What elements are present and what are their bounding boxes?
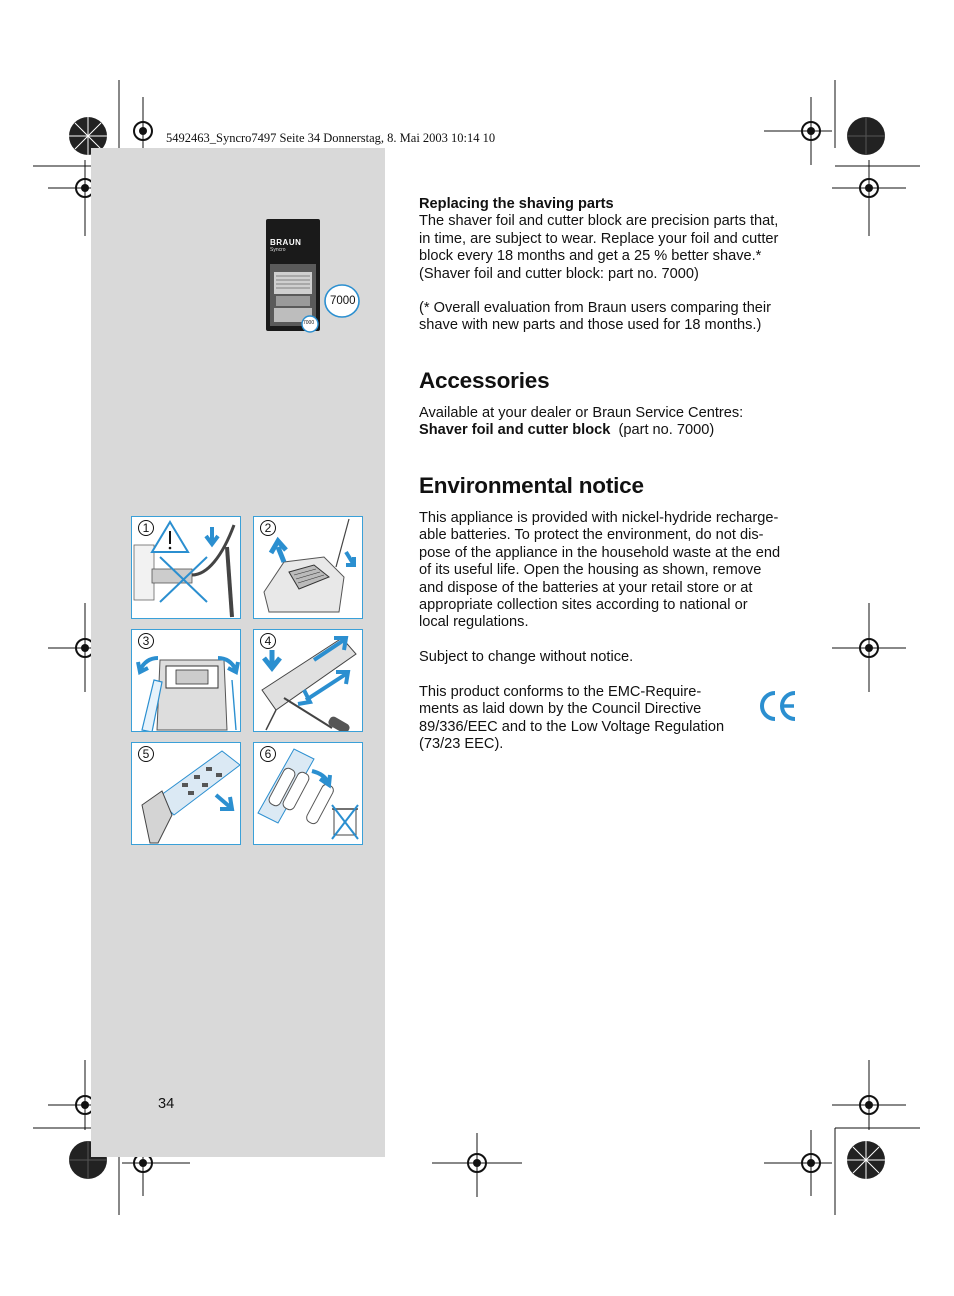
accessories-item [419, 422, 799, 439]
emc-line: (73/23 EEC). [419, 736, 504, 753]
footnote [419, 300, 799, 335]
figure-1 [131, 516, 241, 619]
shaver-foil-package-image [262, 216, 362, 336]
part-number-badge: 7000 [330, 295, 356, 307]
package-model-label: Syncro [270, 247, 286, 253]
figure-number: 2 [260, 519, 276, 536]
env-line: able batteries. To protect the environment, do not dis- [419, 527, 764, 544]
figure-3 [131, 629, 241, 732]
figure-6 [253, 742, 363, 845]
figure-number: 6 [260, 745, 276, 762]
env-line: This appliance is provided with nickel-hydride recharge- [419, 510, 779, 526]
replacing-heading: Replacing the shaving parts [419, 196, 614, 212]
figure-number: 4 [260, 632, 276, 649]
replacing-line: (Shaver foil and cutter block: part no. 7000) [419, 265, 699, 282]
figure-number: 5 [138, 745, 154, 762]
subject-to-change-text: Subject to change without notice. [419, 649, 634, 665]
footnote-line: shave with new parts and those used for 18 months.) [419, 317, 762, 334]
accessories-heading: Accessories [419, 368, 550, 393]
env-line: pose of the appliance in the household waste at the end [419, 544, 781, 561]
replacing-section [419, 196, 799, 283]
env-line: local regulations. [419, 614, 529, 631]
accessories-line: Available at your dealer or Braun Service Centres: [419, 405, 744, 421]
footnote-line: (* Overall evaluation from Braun users comparing their [419, 300, 772, 316]
ce-mark-icon [758, 688, 798, 724]
accessories-text [419, 405, 799, 440]
accessories-item-name: Shaver foil and cutter block [419, 422, 611, 439]
figure-number: 1 [138, 519, 154, 536]
package-brand-logo: BRAUN [270, 238, 302, 247]
environmental-text [419, 510, 799, 632]
figure-4 [253, 629, 363, 732]
replacing-line: The shaver foil and cutter block are precision parts that, [419, 213, 779, 230]
small-part-number-badge: 7000 [303, 320, 315, 326]
print-header-line: 5492463_Syncro7497 Seite 34 Donnerstag, 8. Mai 2003 10:14 10 [166, 131, 496, 145]
env-line: appropriate collection sites according to national or [419, 597, 748, 614]
emc-line: ments as laid down by the Council Directive [419, 701, 702, 718]
emc-conformity-text [419, 684, 749, 754]
figure-number: 3 [138, 632, 154, 649]
emc-line: This product conforms to the EMC-Require- [419, 684, 702, 700]
page-number: 34 [158, 1096, 175, 1112]
env-line: and dispose of the batteries at your retail store or at [419, 579, 753, 596]
env-line: of its useful life. Open the housing as shown, remove [419, 562, 762, 579]
environmental-heading: Environmental notice [419, 473, 644, 498]
replacing-line: block every 18 months and get a 25 % better shave.* [419, 248, 762, 265]
accessories-item-part: (part no. 7000) [610, 422, 715, 439]
figure-5 [131, 742, 241, 845]
emc-line: 89/336/EEC and to the Low Voltage Regulation [419, 718, 725, 735]
replacing-line: in time, are subject to wear. Replace your foil and cutter [419, 230, 779, 247]
figure-2 [253, 516, 363, 619]
